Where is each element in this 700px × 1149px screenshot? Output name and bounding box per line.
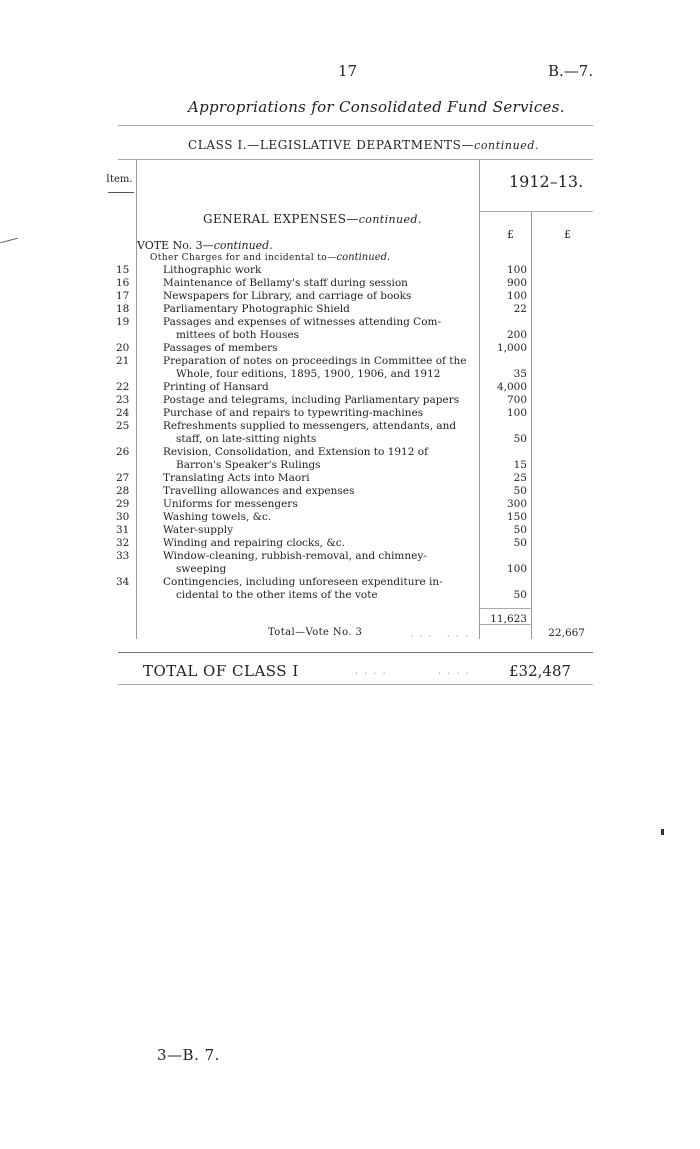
table-row bbox=[0, 459, 700, 472]
item-number: 25 bbox=[116, 420, 130, 432]
item-description: Newspapers for Library, and carriage of books bbox=[163, 290, 412, 302]
currency-symbol-right: £ bbox=[564, 228, 571, 241]
ink-speck bbox=[661, 829, 664, 835]
item-number: 20 bbox=[116, 342, 130, 354]
page-heading: Appropriations for Consolidated Fund Services. bbox=[188, 98, 565, 116]
table-row bbox=[0, 550, 700, 563]
item-description: Whole, four editions, 1895, 1900, 1906, and 1912 bbox=[176, 368, 441, 380]
item-amount: 50 bbox=[513, 485, 527, 497]
item-amount: 50 bbox=[513, 433, 527, 445]
item-number: 33 bbox=[116, 550, 130, 562]
table-row bbox=[0, 511, 700, 524]
table-row bbox=[0, 576, 700, 589]
table-row bbox=[0, 264, 700, 277]
item-number: 16 bbox=[116, 277, 130, 289]
table-row bbox=[0, 563, 700, 576]
item-number: 21 bbox=[116, 355, 130, 367]
table-row bbox=[0, 303, 700, 316]
heading-rule bbox=[118, 125, 593, 126]
table-row bbox=[0, 446, 700, 459]
table-row bbox=[0, 537, 700, 550]
item-description: Lithographic work bbox=[163, 264, 262, 276]
document-reference: B.—7. bbox=[548, 62, 594, 80]
item-number: 24 bbox=[116, 407, 130, 419]
table-top-rule bbox=[118, 159, 593, 160]
item-amount: 150 bbox=[506, 511, 527, 523]
table-row bbox=[0, 394, 700, 407]
table-row bbox=[0, 355, 700, 368]
vote-subtotal: 11,623 bbox=[490, 613, 527, 625]
table-row bbox=[0, 316, 700, 329]
item-description: Purchase of and repairs to typewriting-machines bbox=[163, 407, 424, 419]
item-header-underline bbox=[108, 192, 134, 193]
item-number: 32 bbox=[116, 537, 130, 549]
item-amount: 50 bbox=[513, 589, 527, 601]
table-row bbox=[0, 329, 700, 342]
item-number: 29 bbox=[116, 498, 130, 510]
table-row bbox=[0, 485, 700, 498]
currency-symbol-left: £ bbox=[507, 228, 514, 241]
table-row bbox=[0, 433, 700, 446]
vote-title: VOTE No. 3—continued. bbox=[137, 239, 273, 252]
class-title: CLASS I.—LEGISLATIVE DEPARTMENTS—continued. bbox=[188, 138, 540, 152]
other-charges-heading: Other Charges for and incidental to—continued. bbox=[150, 252, 391, 263]
class-total-leader: .... bbox=[355, 666, 392, 677]
item-description: Printing of Hansard bbox=[163, 381, 269, 393]
class-total-top-rule bbox=[118, 652, 593, 653]
item-number: 18 bbox=[116, 303, 130, 315]
table-row bbox=[0, 277, 700, 290]
item-description: Washing towels, &c. bbox=[163, 511, 272, 523]
table-row bbox=[0, 407, 700, 420]
item-description: Barron's Speaker's Rulings bbox=[176, 459, 321, 471]
item-amount: 4,000 bbox=[496, 381, 527, 393]
class-total-amount: £32,487 bbox=[509, 662, 572, 680]
subtotal-underline bbox=[479, 624, 531, 625]
item-number: 27 bbox=[116, 472, 130, 484]
total-vote-amount: 22,667 bbox=[548, 627, 585, 639]
table-row bbox=[0, 368, 700, 381]
item-description: Window-cleaning, rubbish-removal, and chimney- bbox=[163, 550, 427, 562]
table-row bbox=[0, 342, 700, 355]
table-row bbox=[0, 381, 700, 394]
item-amount: 35 bbox=[513, 368, 527, 380]
item-number: 23 bbox=[116, 394, 130, 406]
item-number: 34 bbox=[116, 576, 130, 588]
item-amount: 25 bbox=[513, 472, 527, 484]
item-number: 31 bbox=[116, 524, 130, 536]
item-description: Passages of members bbox=[163, 342, 278, 354]
total-vote-label: Total—Vote No. 3 bbox=[268, 627, 363, 638]
class-total-label: TOTAL OF CLASS I bbox=[143, 662, 299, 680]
item-description: sweeping bbox=[176, 563, 227, 575]
item-amount: 700 bbox=[506, 394, 527, 406]
item-amount: 22 bbox=[513, 303, 527, 315]
item-description: Preparation of notes on proceedings in Committee of the bbox=[163, 355, 467, 367]
table-row bbox=[0, 524, 700, 537]
margin-mark bbox=[0, 238, 18, 244]
item-description: Refreshments supplied to messengers, attendants, and bbox=[163, 420, 457, 432]
year-header-rule bbox=[479, 211, 593, 212]
item-description: Winding and repairing clocks, &c. bbox=[163, 537, 345, 549]
item-amount: 100 bbox=[506, 563, 527, 575]
item-description: Parliamentary Photographic Shield bbox=[163, 303, 350, 315]
subtotal-rule bbox=[479, 608, 531, 609]
item-description: Uniforms for messengers bbox=[163, 498, 298, 510]
item-column-header: Item. bbox=[106, 174, 133, 185]
item-number: 15 bbox=[116, 264, 130, 276]
item-amount: 1,000 bbox=[496, 342, 527, 354]
table-row bbox=[0, 290, 700, 303]
table-row bbox=[0, 498, 700, 511]
item-amount: 100 bbox=[506, 290, 527, 302]
item-description: Translating Acts into Maori bbox=[163, 472, 310, 484]
class-total-bottom-rule bbox=[118, 684, 593, 685]
item-description: Passages and expenses of witnesses attending Com- bbox=[163, 316, 442, 328]
item-description: Maintenance of Bellamy's staff during session bbox=[163, 277, 408, 289]
total-vote-leader: ... ... bbox=[410, 629, 475, 640]
class-total-leader-2: .... bbox=[438, 666, 475, 677]
item-description: Water-supply bbox=[163, 524, 234, 536]
item-amount: 900 bbox=[506, 277, 527, 289]
item-description: Revision, Consolidation, and Extension to 1912 of bbox=[163, 446, 428, 458]
item-amount: 100 bbox=[506, 264, 527, 276]
item-number: 19 bbox=[116, 316, 130, 328]
item-description: Contingencies, including unforeseen expenditure in- bbox=[163, 576, 443, 588]
item-number: 26 bbox=[116, 446, 130, 458]
item-description: cidental to the other items of the vote bbox=[176, 589, 378, 601]
table-row bbox=[0, 589, 700, 602]
item-amount: 50 bbox=[513, 524, 527, 536]
item-amount: 100 bbox=[506, 407, 527, 419]
item-description: Travelling allowances and expenses bbox=[163, 485, 355, 497]
item-number: 30 bbox=[116, 511, 130, 523]
item-description: staff, on late-sitting nights bbox=[176, 433, 317, 445]
item-number: 28 bbox=[116, 485, 130, 497]
footer-reference: 3—B. 7. bbox=[157, 1046, 220, 1064]
section-title: GENERAL EXPENSES—continued. bbox=[203, 212, 422, 226]
item-amount: 300 bbox=[506, 498, 527, 510]
table-row bbox=[0, 472, 700, 485]
page-number: 17 bbox=[338, 62, 358, 80]
table-row bbox=[0, 420, 700, 433]
item-amount: 15 bbox=[513, 459, 527, 471]
item-description: mittees of both Houses bbox=[176, 329, 300, 341]
item-number: 17 bbox=[116, 290, 130, 302]
item-number: 22 bbox=[116, 381, 130, 393]
item-description: Postage and telegrams, including Parliamentary papers bbox=[163, 394, 460, 406]
item-amount: 50 bbox=[513, 537, 527, 549]
year-column-header: 1912–13. bbox=[509, 172, 584, 191]
item-amount: 200 bbox=[506, 329, 527, 341]
